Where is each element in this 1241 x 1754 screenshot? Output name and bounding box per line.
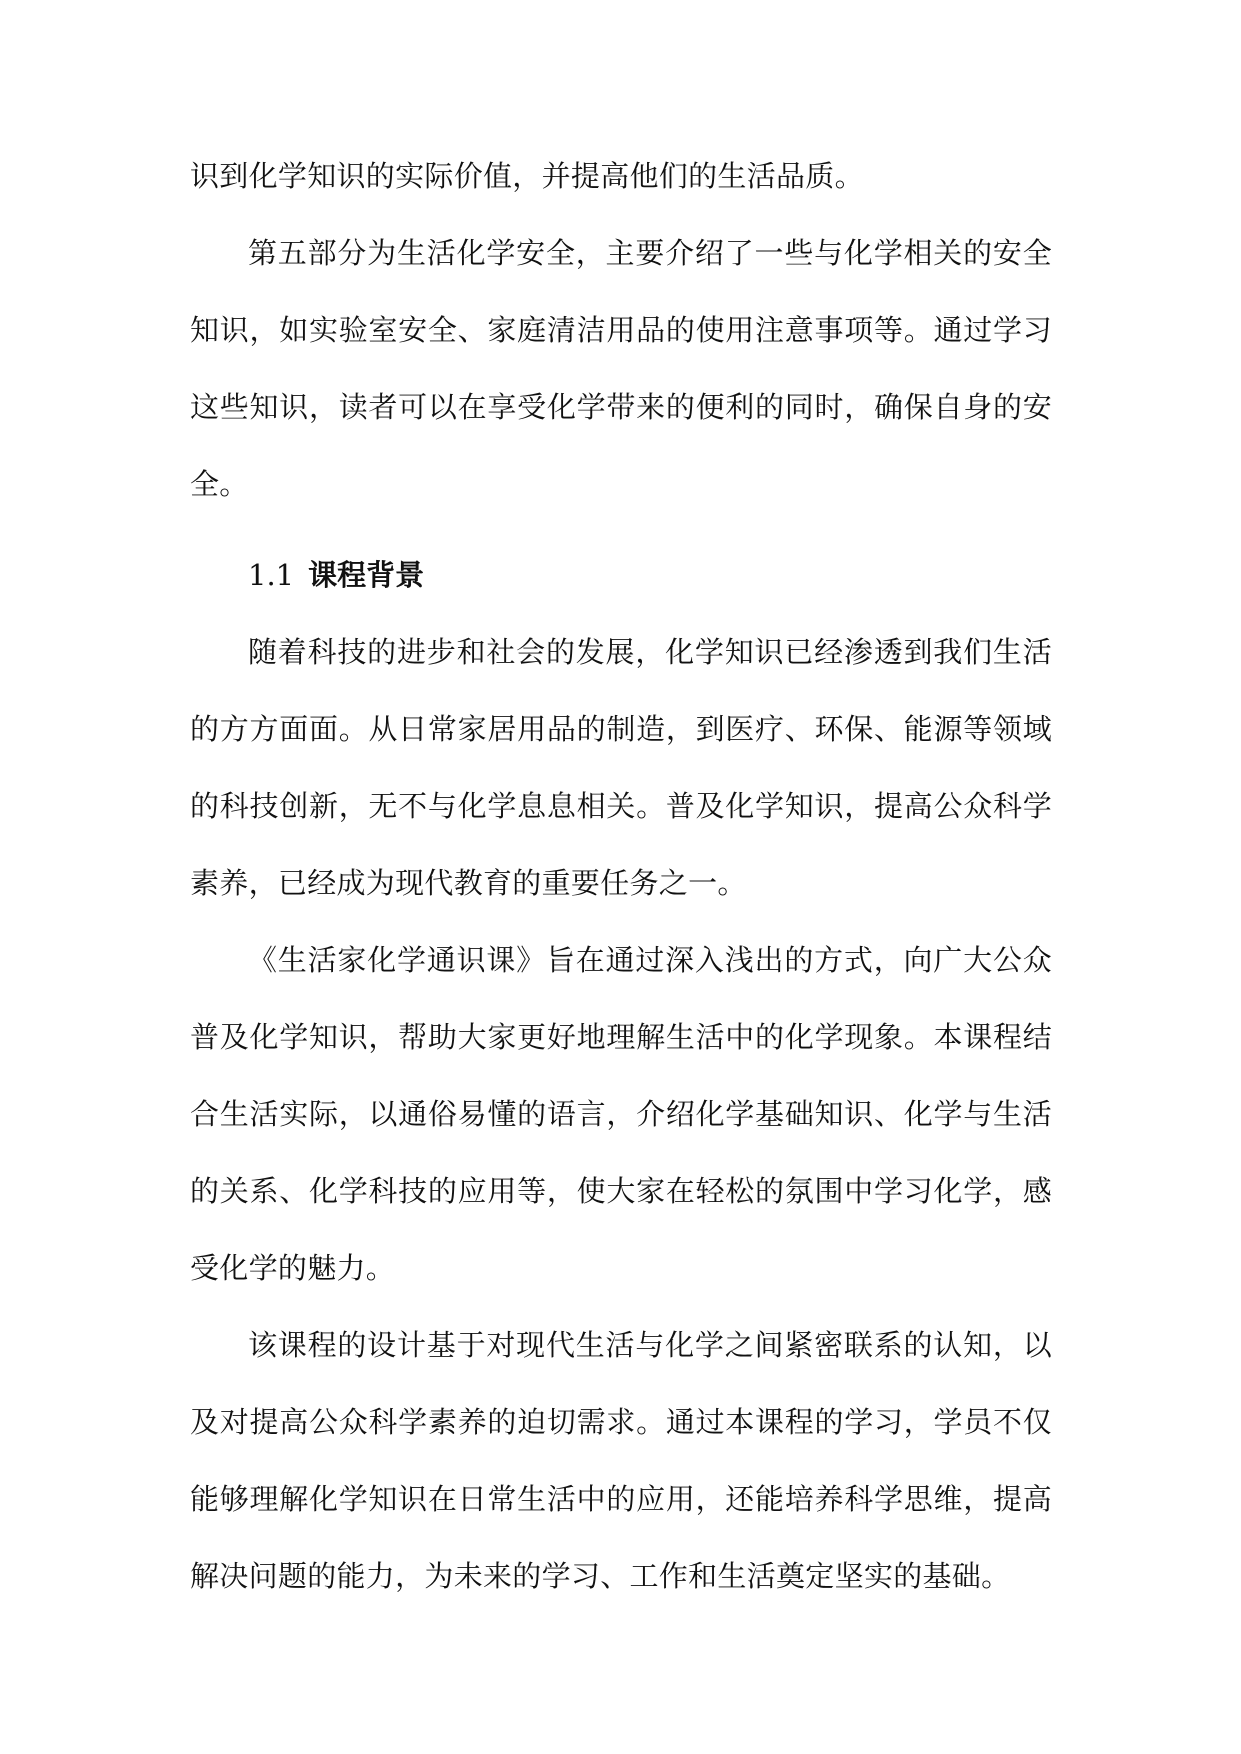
paragraph-continuation: 识到化学知识的实际价值，并提高他们的生活品质。 (190, 159, 864, 193)
section-heading (190, 537, 1052, 614)
paragraph-background-1: 随着科技的进步和社会的发展，化学知识已经渗透到我们生活的方方面面。从日常家居用品的制造，到医疗、环保、能源等领域的科技创新，无不与化学息息相关。普及化学知识，提高公众科学素养，已经成为现代教育的重要任务之一。 (190, 635, 1052, 900)
section-title: 课程背景 (308, 558, 425, 592)
paragraph-background-2: 《生活家化学通识课》旨在通过深入浅出的方式，向广大公众普及化学知识，帮助大家更好地理解生活中的化学现象。本课程结合生活实际，以通俗易懂的语言，介绍化学基础知识、化学与生活的关系、化学科技的应用等，使大家在轻松的氛围中学习化学，感受化学的魅力。 (190, 943, 1052, 1285)
paragraph-safety-section: 第五部分为生活化学安全，主要介绍了一些与化学相关的安全知识，如实验室安全、家庭清洁用品的使用注意事项等。通过学习这些知识，读者可以在享受化学带来的便利的同时，确保自身的安全。 (190, 236, 1052, 501)
text-column (190, 138, 1052, 1615)
paragraph-background-3: 该课程的设计基于对现代生活与化学之间紧密联系的认知，以及对提高公众科学素养的迫切需求。通过本课程的学习，学员不仅能够理解化学知识在日常生活中的应用，还能培养科学思维，提高解决问题的能力，为未来的学习、工作和生活奠定坚实的基础。 (190, 1328, 1052, 1593)
section-number: 1.1 (248, 558, 295, 592)
